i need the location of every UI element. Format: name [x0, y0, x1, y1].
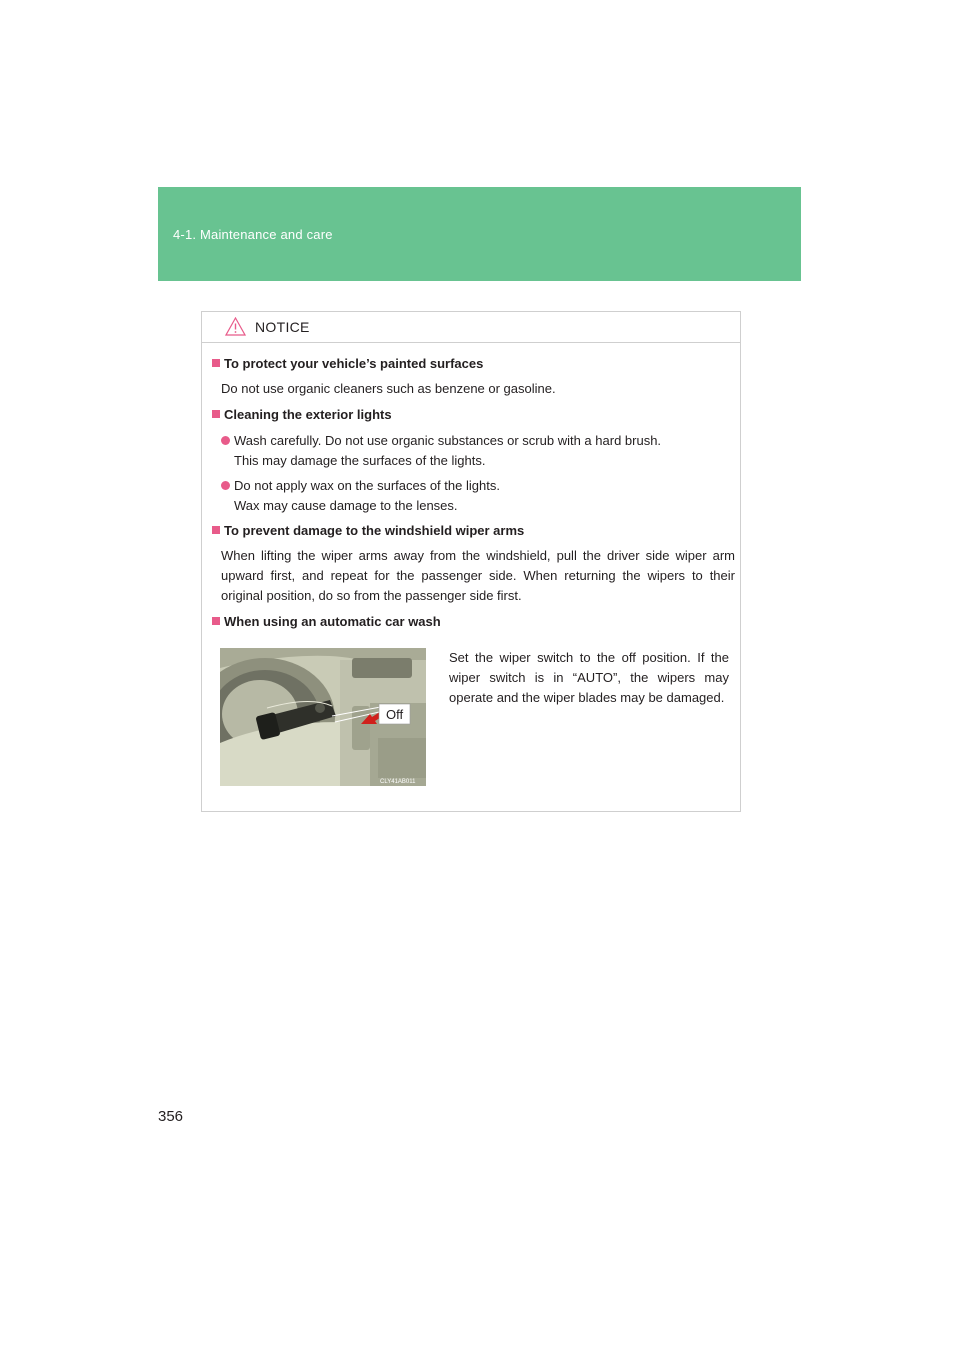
- item-text: Do not use organic cleaners such as benzene or gasoline.: [221, 381, 556, 396]
- item-heading: [212, 614, 441, 629]
- item-heading-text: When using an automatic car wash: [224, 614, 441, 629]
- square-bullet-icon: [212, 410, 220, 418]
- bullet-line: Do not apply wax on the surfaces of the lights.: [234, 478, 500, 493]
- item-text: Set the wiper switch to the off position. If the wiper switch is in “AUTO”, the wipers may operate and the wiper blades may be damaged.: [449, 650, 729, 705]
- round-bullet-icon: [221, 436, 230, 445]
- wiper-switch-illustration: [220, 648, 426, 786]
- item-heading-text: To prevent damage to the windshield wiper arms: [224, 523, 525, 538]
- item-heading: [212, 356, 483, 371]
- notice-title: NOTICE: [255, 319, 310, 335]
- square-bullet-icon: [212, 617, 220, 625]
- page-number: 356: [158, 1108, 184, 1125]
- notice-box: [201, 311, 741, 812]
- item-heading-text: Cleaning the exterior lights: [224, 407, 392, 422]
- item-heading: [212, 523, 524, 538]
- item-text: When lifting the wiper arms away from the windshield, pull the driver side wiper arm upward first, and repeat for the passenger side. When returning the wipers to their original position, do so from the passenger side first.: [221, 548, 735, 603]
- section-label: 4-1. Maintenance and care: [173, 227, 333, 242]
- wiper-switch-figure: [220, 648, 426, 786]
- item-heading: [212, 407, 392, 422]
- bullet-line: Wash carefully. Do not use organic substances or scrub with a hard brush.: [234, 433, 662, 448]
- warning-icon: [225, 317, 246, 336]
- bullet-line: Wax may cause damage to the lenses.: [234, 498, 458, 513]
- square-bullet-icon: [212, 359, 220, 367]
- notice-header: [202, 312, 740, 343]
- bullet-item: [221, 431, 661, 471]
- header-band: [158, 187, 801, 281]
- off-callout-label: Off: [386, 707, 404, 722]
- bullet-item: [221, 476, 500, 516]
- square-bullet-icon: [212, 526, 220, 534]
- round-bullet-icon: [221, 481, 230, 490]
- bullet-line: This may damage the surfaces of the lights.: [234, 453, 486, 468]
- item-heading-text: To protect your vehicle’s painted surfaces: [224, 356, 484, 371]
- figure-code: CLY41AB011: [380, 779, 416, 785]
